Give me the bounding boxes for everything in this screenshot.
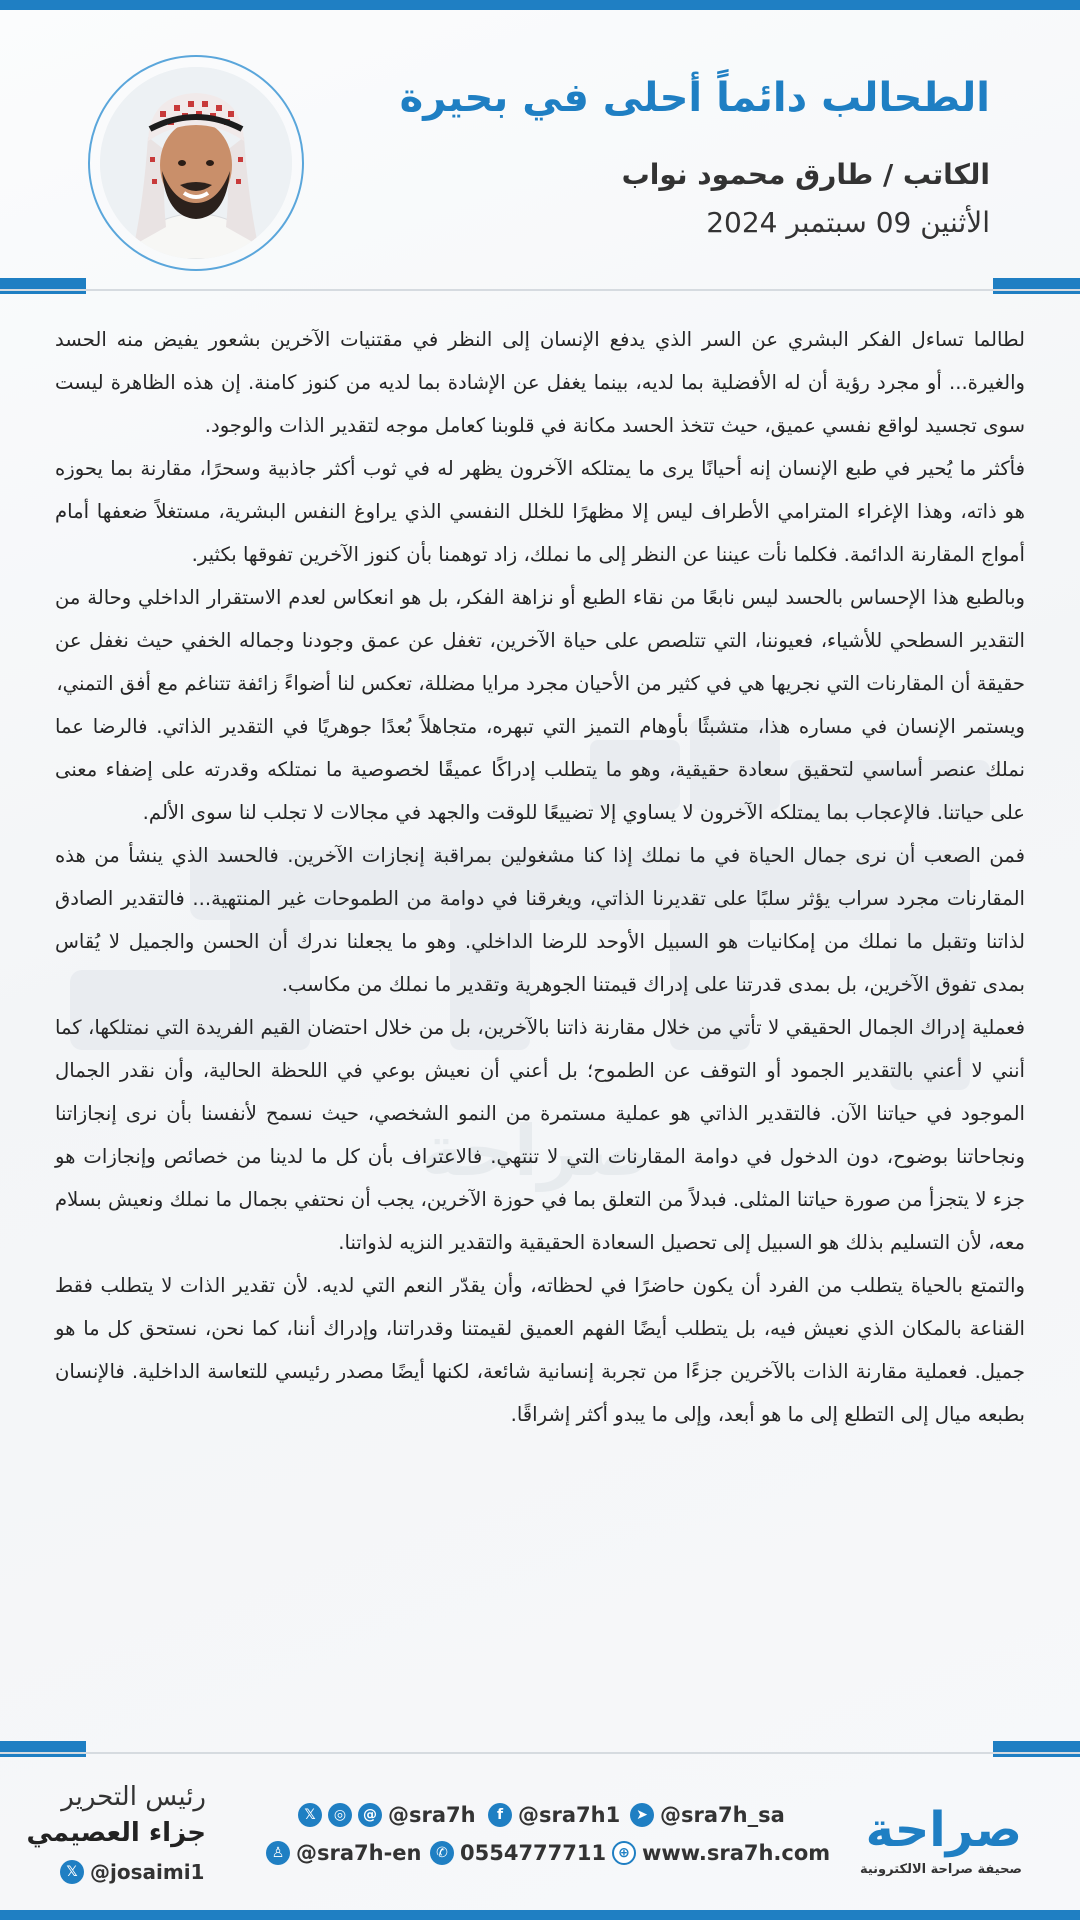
article-header: [0, 10, 1080, 310]
instagram-icon: ◎: [328, 1803, 352, 1827]
article-paragraph: فأكثر ما يُحير في طبع الإنسان إنه أحيانًا يرى ما يمتلكه الآخرون يظهر له في ثوب أكثر جاذبية وسحرًا، مقارنة بما يحوزه هو ذاته، وهذا الإغراء المترامي الأطراف ليس إلا مظهرًا للخلل النفسي الذي يراوغ النفس البشرية، مستغلاً ضعفها أمام أمواج المقارنة الدائمة. فكلما نأت عيننا عن النظر إلى ما نملك، زاد توهمنا بأن كنوز الآخرين تفوقها بكثير.: [55, 457, 1025, 566]
editor-role: رئيس التحرير: [61, 1782, 206, 1812]
author-avatar: [100, 67, 292, 259]
social-website[interactable]: [612, 1836, 830, 1870]
social-facebook[interactable]: [488, 1798, 620, 1832]
social-snapchat[interactable]: [266, 1836, 422, 1870]
footer-separator-right: [993, 1741, 1080, 1757]
brand-tagline: صحيفة صراحة الالكترونية: [859, 1862, 1022, 1877]
snapchat-icon: ♙: [266, 1841, 290, 1865]
bottom-accent-bar: [0, 1910, 1080, 1920]
footer-divider: [0, 1752, 1080, 1754]
article-body: [55, 318, 1025, 1738]
social-x-instagram-threads[interactable]: [298, 1798, 476, 1832]
publish-date: الأثنين 09 سبتمبر 2024: [706, 206, 990, 239]
whatsapp-icon: ✆: [430, 1841, 454, 1865]
brand-name: صراحة: [865, 1802, 1022, 1858]
social-handle: @sra7h_sa: [660, 1803, 785, 1827]
social-handle: @sra7h: [388, 1803, 476, 1827]
author-line: الكاتب / طارق محمود نواب: [621, 158, 990, 191]
article-title: الطحالب دائماً أحلى في بحيرة: [399, 75, 990, 121]
x-icon: 𝕏: [60, 1860, 84, 1884]
telegram-icon: ➤: [630, 1803, 654, 1827]
article-paragraph: لطالما تساءل الفكر البشري عن السر الذي يدفع الإنسان إلى النظر في مقتنيات الآخرين بشعور يفيض منه الحسد والغيرة... أو مجرد رؤية أن له الأفضلية بما لديه، بينما يغفل عن الإشادة بما لديه من كنوز كامنة. إن هذه الظاهرة ليست سوى تجسيد لواقع نفسي عميق، حيث تتخذ الحسد مكانة في قلوبنا كعامل موجه لتقدير الذات والوجود.: [55, 328, 1025, 437]
facebook-icon: f: [488, 1803, 512, 1827]
social-handle: @sra7h-en: [296, 1841, 422, 1865]
article-paragraph: فعملية إدراك الجمال الحقيقي لا تأتي من خلال مقارنة ذاتنا بالآخرين، بل من خلال احتضان القيم الفريدة التي نمتلكها، كما أنني لا أعني بالتقدير الجمود أو التوقف عن الطموح؛ بل أعني أن نعيش بوعي في اللحظة الحالية، وأن نقدر الجمال الموجود في حياتنا الآن. فالتقدير الذاتي هو عملية مستمرة من النمو الشخصي، حيث نسمح لأنفسنا بأن نرى إنجازاتنا ونجاحاتنا بوضوح، دون الدخول في دوامة المقارنات التي لا تنتهي. فالاعتراف بأن كل ما لدينا من خصائص وإنجازات هو جزء لا يتجزأ من صورة حياتنا المثلى. فبدلاً من التعلق بما في حوزة الآخرين، يجب أن نحتفي بجمال ما نملك ونعيش بسلام معه، لأن التسليم بذلك هو السبيل إلى تحصيل السعادة الحقيقية والتقدير النزيه لذواتنا.: [55, 1016, 1025, 1254]
social-telegram[interactable]: [630, 1798, 785, 1832]
article-paragraph: وبالطبع هذا الإحساس بالحسد ليس نابعًا من نقاء الطبع أو نزاهة الفكر، بل هو انعكاس لعدم الاستقرار الداخلي وحالة من التقدير السطحي للأشياء، فعيوننا، التي تتلصص على حياة الآخرين، تغفل عن عمق وجودنا وجماله الخفي حيث نغفل عن حقيقة أن المقارنات التي نجريها هي في كثير من الأحيان مجرد مرايا مضللة، تعكس لنا أضواءً زائفة تتناغم مع أفق التمني،: [55, 586, 1025, 695]
editor-name: جزاء العصيمي: [26, 1818, 206, 1848]
x-icon: 𝕏: [298, 1803, 322, 1827]
social-handle: @sra7h1: [518, 1803, 621, 1827]
editor-handle-text: @josaimi1: [90, 1860, 205, 1884]
editor-social[interactable]: [60, 1860, 204, 1884]
footer-separator-left: [0, 1741, 86, 1757]
watermark-text: صراحة: [420, 1110, 650, 1192]
website-link: www.sra7h.com: [642, 1841, 831, 1865]
social-handle: 0554777711: [460, 1841, 607, 1865]
article-paragraph: ويستمر الإنسان في مساره هذا، متشبثًا بأوهام التميز التي تبهره، متجاهلاً بُعدًا جوهريًا في التقدير الذاتي. فالرضا عما نملك عنصر أساسي لتحقيق سعادة حقيقية، وهو ما يتطلب إدراكًا عميقًا لخصوصية ما نمتلكه وقدرته على إضفاء معنى على حياتنا. فالإعجاب بما يمتلكه الآخرون لا يساوي إلا تضييعًا للوقت والجهد في مجالات لا تجلب لنا سوى الألم.: [55, 715, 1025, 824]
social-whatsapp[interactable]: [430, 1836, 606, 1870]
threads-icon: @: [358, 1803, 382, 1827]
article-paragraph: فمن الصعب أن نرى جمال الحياة في ما نملك إذا كنا مشغولين بمراقبة إنجازات الآخرين. فالحسد الذي ينشأ من هذه المقارنات مجرد سراب يؤثر سلبًا على تقديرنا الذاتي، ويغرقنا في دوامة من الطموحات غير المنتهية... فالتقدير الصادق لذاتنا وتقبل ما نملك من إمكانيات هو السبيل الأوحد للرضا الداخلي. وهو ما يجعلنا ندرك أن الحسن والجميل لا يُقاس بمدى تفوق الآخرين، بل بمدى قدرتنا على إدراك قيمتنا الجوهرية وتقدير ما نملك من مكاسب.: [55, 844, 1025, 996]
globe-icon: ⊕: [612, 1841, 636, 1865]
brand-logo[interactable]: [859, 1802, 1022, 1892]
top-accent-bar: [0, 0, 1080, 10]
page-footer: [0, 1760, 1080, 1910]
article-paragraph: والتمتع بالحياة يتطلب من الفرد أن يكون حاضرًا في لحظاته، وأن يقدّر النعم التي لديه. لأن تقدير الذات لا يتطلب فقط القناعة بالمكان الذي نعيش فيه، بل يتطلب أيضًا الفهم العميق لقيمتنا وقدراتنا، وإدراك أننا، كما نحن، نستحق كل ما هو جميل. فعملية مقارنة الذات بالآخرين جزءًا من تجربة إنسانية شائعة، لكنها أيضًا مصدر رئيسي للتعاسة الداخلية. فالإنسان بطبعه ميال إلى التطلع إلى ما هو أبعد، وإلى ما يبدو أكثر إشراقًا.: [55, 1274, 1025, 1426]
